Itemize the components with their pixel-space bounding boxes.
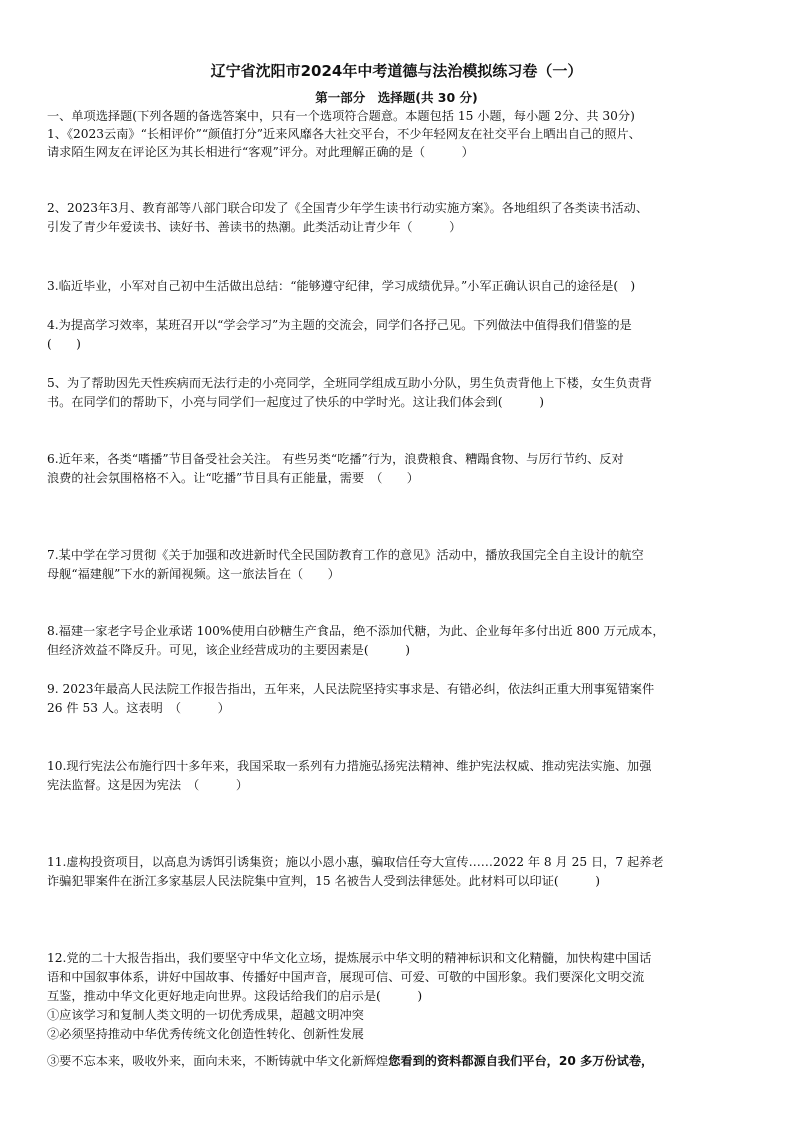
question-11-line-1: 11.虚构投资项目，以高息为诱饵引诱集资；施以小恩小惠，骗取信任夸大宣传……2022 年 8 月 25 日，7 起养老 (47, 855, 664, 869)
question-1-line-2: 请求陌生网友在评论区为其长相进行“客观”评分。对此理解正确的是（ ） (47, 145, 474, 159)
question-10-line-1: 10.现行宪法公布施行四十多年来，我国采取一系列有力措施弘扬宪法精神、维护宪法权威、推动宪法实施、加强 (47, 759, 652, 773)
platform-watermark-text: 您看到的资料都源自我们平台，20 多万份试卷， (388, 1054, 654, 1068)
question-9-line-2: 26 件 53 人。这表明 （ ） (47, 701, 230, 715)
question-12-statement-1: ①应该学习和复制人类文明的一切优秀成果，超越文明冲突 (47, 1008, 364, 1022)
question-12-statement-3: ③要不忘本来，吸收外来，面向未来，不断铸就中华文化新辉煌 (47, 1054, 389, 1068)
question-5-line-2: 书。在同学们的帮助下，小亮与同学们一起度过了快乐的中学时光。这让我们体会到( ) (47, 395, 545, 409)
question-5-line-1: 5、为了帮助因先天性疾病而无法行走的小亮同学，全班同学组成互助小分队，男生负责背他上下楼，女生负责背 (47, 376, 652, 390)
question-7-line-1: 7.某中学在学习贯彻《关于加强和改进新时代全民国防教育工作的意见》活动中，播放我国完全自主设计的航空 (47, 548, 644, 562)
question-9-line-1: 9. 2023年最高人民法院工作报告指出，五年来，人民法院坚持实事求是、有错必纠，依法纠正重大刑事冤错案件 (47, 682, 655, 696)
exam-title: 辽宁省沈阳市2024年中考道德与法治模拟练习卷（一） (210, 62, 583, 80)
question-2-line-1: 2、2023年3月、教育部等八部门联合印发了《全国青少年学生读书行动实施方案》。各地组织了各类读书活动、 (47, 201, 649, 215)
question-6-line-1: 6.近年来，各类“嗜播”节目备受社会关注。 有些另类“吃播”行为，浪费粮食、糟蹋食物、与厉行节约、反对 (47, 452, 624, 466)
question-10-line-2: 宪法监督。这是因为宪法 （ ） (47, 778, 249, 792)
part-heading: 第一部分 选择题(共 30 分) (315, 90, 478, 105)
question-12-line-2: 语和中国叙事体系，讲好中国故事、传播好中国声音，展现可信、可爱、可敬的中国形象。我们要深化文明交流 (47, 970, 645, 984)
question-4-line-1: 4.为提高学习效率，某班召开以“学会学习”为主题的交流会，同学们各抒己见。下列做法中值得我们借鉴的是 (47, 318, 632, 332)
question-3-line-1: 3.临近毕业，小军对自己初中生活做出总结：“能够遵守纪律，学习成绩优异。”小军正确认识自己的途径是( ) (47, 279, 636, 293)
section-heading: 一、单项选择题(下列各题的备选答案中，只有一个选项符合题意。本题包括 15 小题，每小题 2分、共 30分) (47, 109, 635, 123)
question-12-line-1: 12.党的二十大报告指出，我们要坚守中华文化立场，提炼展示中华文明的精神标识和文化精髓，加快构建中国话 (47, 951, 652, 965)
question-12-statement-3-row (47, 1052, 777, 1070)
question-12-statement-2: ②必须坚持推动中华优秀传统文化创造性转化、创新性发展 (47, 1027, 364, 1041)
question-8-line-1: 8.福建一家老字号企业承诺 100%使用白砂糖生产食品，绝不添加代糖，为此、企业每年多付出近 800 万元成本， (47, 624, 665, 638)
question-11-line-2: 诈骗犯罪案件在浙江多家基层人民法院集中宣判，15 名被告人受到法律惩处。此材料可以印证( ) (47, 874, 600, 888)
question-6-line-2: 浪费的社会氛围格格不入。让“吃播”节目具有正能量，需要 （ ） (47, 471, 419, 485)
question-2-line-2: 引发了青少年爱读书、读好书、善读书的热潮。此类活动让青少年（ ） (47, 220, 462, 234)
question-7-line-2: 母舰“福建舰”下水的新闻视频。这一旅法旨在（ ） (47, 567, 340, 581)
question-8-line-2: 但经济效益不降反升。可见，该企业经营成功的主要因素是( ) (47, 643, 410, 657)
question-1-line-1: 1、《2023云南》“长相评价”“颜值打分”近来风靡各大社交平台，不少年轻网友在社交平台上晒出自己的照片、 (47, 127, 641, 141)
question-12-line-3: 互鉴，推动中华文化更好地走向世界。这段话给我们的启示是( ) (47, 989, 423, 1003)
question-4-line-2: ( ) (47, 337, 81, 351)
